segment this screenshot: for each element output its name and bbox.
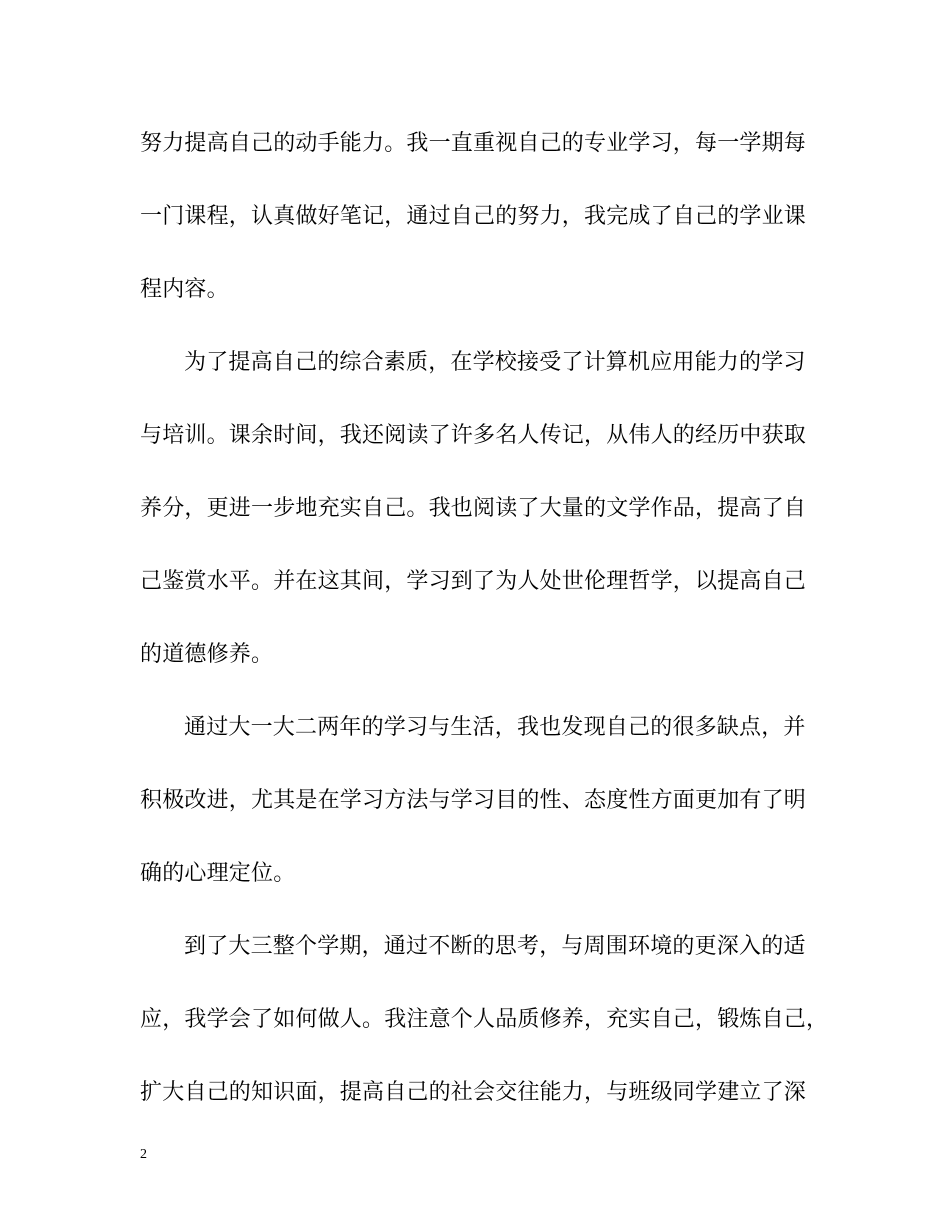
text-line: 养分，更进一步地充实自己。我也阅读了大量的文学作品，提高了自 (140, 496, 807, 521)
text-line: 己鉴赏水平。并在这其间，学习到了为人处世伦理哲学，以提高自己 (140, 569, 807, 594)
text-line: 努力提高自己的动手能力。我一直重视自己的专业学习，每一学期每 (140, 131, 807, 156)
document-body (140, 114, 829, 1136)
text-line: 为了提高自己的综合素质，在学校接受了计算机应用能力的学习 (184, 350, 806, 375)
text-line: 一门课程，认真做好笔记，通过自己的努力，我完成了自己的学业课 (140, 204, 807, 229)
page-number: 2 (140, 1147, 147, 1162)
text-line: 应，我学会了如何做人。我注意个人品质修养，充实自己，锻炼自己， (140, 1007, 829, 1032)
text-line: 通过大一大二两年的学习与生活，我也发现自己的很多缺点，并 (184, 715, 806, 740)
text-line: 到了大三整个学期，通过不断的思考，与周围环境的更深入的适 (184, 934, 806, 959)
paragraph-4 (140, 917, 829, 1136)
text-line: 积极改进，尤其是在学习方法与学习目的性、态度性方面更加有了明 (140, 788, 807, 813)
text-line: 确的心理定位。 (140, 861, 296, 886)
paragraph-3 (140, 698, 810, 917)
text-line: 扩大自己的知识面，提高自己的社会交往能力，与班级同学建立了深 (140, 1080, 807, 1105)
paragraph-1 (140, 114, 810, 333)
paragraph-2 (140, 333, 810, 698)
text-line: 程内容。 (140, 277, 229, 302)
text-line: 与培训。课余时间，我还阅读了许多名人传记，从伟人的经历中获取 (140, 423, 807, 448)
text-line: 的道德修养。 (140, 642, 274, 667)
